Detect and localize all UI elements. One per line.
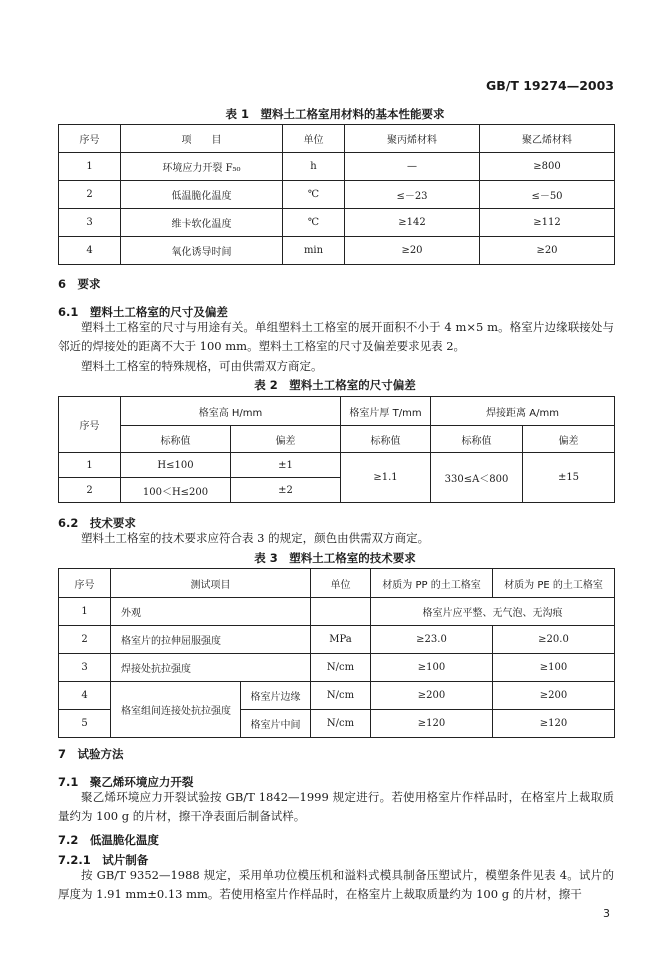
- table-cell: ±1: [231, 453, 341, 478]
- table-cell: 4: [59, 237, 121, 265]
- table2-header: 焊接距离 A/mm: [431, 397, 615, 426]
- table2-subheader: 偏差: [523, 426, 615, 453]
- table2-subheader: 标称值: [121, 426, 231, 453]
- page-number: 3: [603, 907, 610, 920]
- table-cell: 焊接处抗拉强度: [111, 654, 311, 682]
- section-6-1-paragraph: 塑料土工格室的尺寸与用途有关。单组塑料土工格室的展开面积不小于 4 m×5 m。格室片边缘联接处与邻近的焊接处的距离不大于 100 mm。塑料土工格室的尺寸及偏差要求见表 2。: [58, 320, 614, 353]
- table-cell: 格室片中间: [241, 710, 311, 738]
- table-cell: 1: [59, 153, 121, 181]
- section-7-1-heading: 7.1 聚乙烯环境应力开裂: [58, 775, 194, 789]
- section-7-1-paragraph: 聚乙烯环境应力开裂试验按 GB/T 1842—1999 规定进行。若使用格室片作样品时，在格室片上裁取质量约为 100 g 的片材，擦干净表面后制备试样。: [58, 790, 614, 823]
- table-cell: ±15: [523, 453, 615, 503]
- table-row: [59, 598, 615, 626]
- table-cell: [311, 598, 371, 626]
- table-cell: 环境应力开裂 F₅₀: [121, 153, 283, 181]
- table-cell: 1: [59, 598, 111, 626]
- table-cell: N/cm: [311, 654, 371, 682]
- table-cell: 格室片边缘: [241, 682, 311, 710]
- table1-header-row: [59, 125, 615, 153]
- table1: [58, 124, 615, 265]
- table-cell: 维卡软化温度: [121, 209, 283, 237]
- table-row: [59, 453, 615, 478]
- table3-header: 序号: [59, 569, 111, 598]
- table-row: [59, 209, 615, 237]
- table-cell: ℃: [283, 181, 345, 209]
- table3-header: 材质为 PP 的土工格室: [371, 569, 493, 598]
- table2-header: 格室高 H/mm: [121, 397, 341, 426]
- table-cell: ≥100: [493, 654, 615, 682]
- table2-header: 序号: [59, 397, 121, 453]
- table-cell: 5: [59, 710, 111, 738]
- table1-header: 聚丙烯材料: [345, 125, 480, 153]
- table-cell: N/cm: [311, 710, 371, 738]
- section-6-1-heading: 6.1 塑料土工格室的尺寸及偏差: [58, 305, 228, 319]
- section-6-2-paragraph: 塑料土工格室的技术要求应符合表 3 的规定，颜色由供需双方商定。: [81, 531, 430, 545]
- section-6-2-heading: 6.2 技术要求: [58, 516, 136, 530]
- table-cell: 2: [59, 181, 121, 209]
- table-cell: ≤－50: [480, 181, 615, 209]
- standard-code: GB/T 19274—2003: [485, 78, 614, 93]
- table1-header: 项 目: [121, 125, 283, 153]
- table-cell: 低温脆化温度: [121, 181, 283, 209]
- table-cell: 330≤A＜800: [431, 453, 523, 503]
- table-row: [59, 153, 615, 181]
- table-cell: ≥20: [480, 237, 615, 265]
- table3-header-row: [59, 569, 615, 598]
- table-cell: ≥200: [493, 682, 615, 710]
- table-row: [59, 237, 615, 265]
- table-cell: 格室组间连接处抗拉强度: [111, 682, 241, 738]
- table3-header: 单位: [311, 569, 371, 598]
- section-6-heading: 6 要求: [58, 277, 101, 291]
- table-cell: ±2: [231, 478, 341, 503]
- table-cell: ≥200: [371, 682, 493, 710]
- table-row: [59, 682, 615, 710]
- table-row: [59, 181, 615, 209]
- table-cell: ≥23.0: [371, 626, 493, 654]
- table-cell: 2: [59, 478, 121, 503]
- section-7-2-1-paragraph: 按 GB/T 9352—1988 规定，采用单功位模压机和溢料式模具制备压塑试片，模塑条件见表 4。试片的厚度为 1.91 mm±0.13 mm。若使用格室片作样品时，在格室片上裁取质量约为 100 g 的片材，擦干: [58, 868, 614, 901]
- table2: [58, 396, 615, 503]
- table1-header: 聚乙烯材料: [480, 125, 615, 153]
- table-cell: H≤100: [121, 453, 231, 478]
- table-cell: 3: [59, 654, 111, 682]
- table-cell: 1: [59, 453, 121, 478]
- table-row: [59, 626, 615, 654]
- table-cell: ≥20.0: [493, 626, 615, 654]
- table-cell: ℃: [283, 209, 345, 237]
- table2-subheader: 标称值: [341, 426, 431, 453]
- table2-header: 格室片厚 T/mm: [341, 397, 431, 426]
- table-cell: —: [345, 153, 480, 181]
- table-cell: ≤－23: [345, 181, 480, 209]
- table-cell: ≥20: [345, 237, 480, 265]
- table-cell: 3: [59, 209, 121, 237]
- table-cell: 4: [59, 682, 111, 710]
- table3-caption: 表 3 塑料土工格室的技术要求: [254, 551, 416, 565]
- table-cell: 100＜H≤200: [121, 478, 231, 503]
- section-7-2-1-heading: 7.2.1 试片制备: [58, 853, 149, 867]
- table-cell: 格室片的拉伸屈服强度: [111, 626, 311, 654]
- table3: [58, 568, 615, 738]
- table-cell: 外观: [111, 598, 311, 626]
- table-cell: N/cm: [311, 682, 371, 710]
- table-cell: MPa: [311, 626, 371, 654]
- table2-subheader: 偏差: [231, 426, 341, 453]
- table3-header: 测试项目: [111, 569, 311, 598]
- table2-caption: 表 2 塑料土工格室的尺寸偏差: [254, 378, 416, 392]
- table-cell: 格室片应平整、无气泡、无沟痕: [371, 598, 615, 626]
- table2-header-row: [59, 397, 615, 426]
- table-cell: min: [283, 237, 345, 265]
- table-cell: 氧化诱导时间: [121, 237, 283, 265]
- table-cell: ≥142: [345, 209, 480, 237]
- table-cell: 2: [59, 626, 111, 654]
- table-cell: h: [283, 153, 345, 181]
- table-cell: ≥112: [480, 209, 615, 237]
- table-row: [59, 654, 615, 682]
- table-cell: ≥120: [371, 710, 493, 738]
- table-cell: ≥800: [480, 153, 615, 181]
- table1-header: 序号: [59, 125, 121, 153]
- table1-caption: 表 1 塑料土工格室用材料的基本性能要求: [225, 107, 445, 121]
- section-7-2-heading: 7.2 低温脆化温度: [58, 833, 159, 847]
- table-cell: ≥120: [493, 710, 615, 738]
- table-cell: ≥1.1: [341, 453, 431, 503]
- section-6-1-paragraph-2: 塑料土工格室的特殊规格，可由供需双方商定。: [81, 359, 323, 373]
- table2-subheader-row: [59, 426, 615, 453]
- table1-header: 单位: [283, 125, 345, 153]
- section-7-heading: 7 试验方法: [58, 747, 124, 761]
- table3-header: 材质为 PE 的土工格室: [493, 569, 615, 598]
- table-cell: ≥100: [371, 654, 493, 682]
- table2-subheader: 标称值: [431, 426, 523, 453]
